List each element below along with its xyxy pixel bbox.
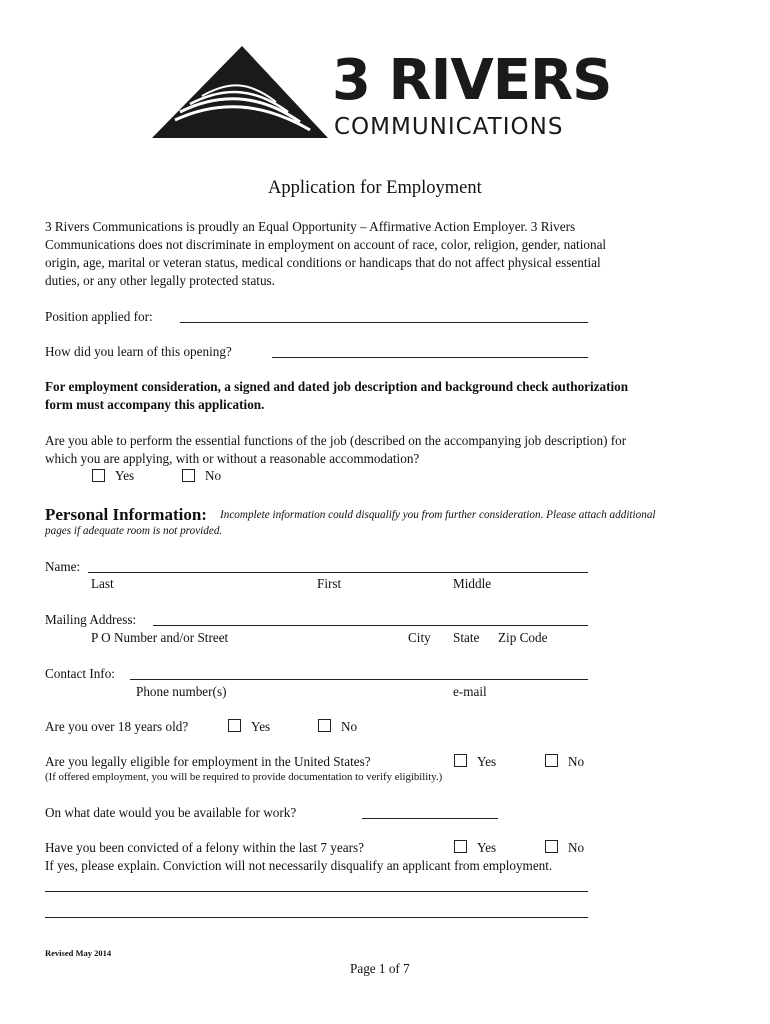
essential-question-line-2: which you are applying, with or without a reasonable accommodation? (45, 451, 420, 466)
page-number: Page 1 of 7 (350, 961, 410, 976)
essential-yes-checkbox[interactable] (92, 469, 105, 482)
essential-yes-label: Yes (115, 468, 135, 483)
revised-date: Revised May 2014 (45, 948, 112, 958)
felony-explain-line-2[interactable] (45, 917, 588, 918)
felony-explain-line-1[interactable] (45, 891, 588, 892)
learn-input-line[interactable] (272, 357, 588, 358)
essential-no-checkbox[interactable] (182, 469, 195, 482)
intro-line-1: 3 Rivers Communications is proudly an Equal Opportunity – Affirmative Action Employer. 3 Rivers (45, 219, 576, 234)
intro-line-4: duties, or any other legally protected status. (45, 273, 275, 288)
notice-line-1: For employment consideration, a signed and dated job description and background check authorization (45, 379, 629, 394)
personal-info-heading: Personal Information: (45, 505, 207, 524)
rivers-mountain-icon (150, 42, 330, 142)
mailing-state-caption: State (453, 630, 480, 645)
felony-question: Have you been convicted of a felony within the last 7 years? (45, 840, 364, 855)
essential-no-label: No (205, 468, 222, 483)
name-middle-caption: Middle (453, 576, 492, 591)
felony-no-label: No (568, 840, 585, 855)
personal-info-note-1: Incomplete information could disqualify you from further consideration. Please attach additional (220, 509, 656, 521)
age-no-checkbox[interactable] (318, 719, 331, 732)
eligible-note: (If offered employment, you will be required to provide documentation to verify eligibility.) (45, 771, 443, 783)
name-first-caption: First (317, 576, 342, 591)
contact-phone-caption: Phone number(s) (136, 684, 227, 699)
eligible-yes-label: Yes (477, 754, 497, 769)
name-last-caption: Last (91, 576, 114, 591)
contact-input-line[interactable] (130, 679, 588, 680)
page-title: Application for Employment (268, 178, 482, 198)
felony-no-checkbox[interactable] (545, 840, 558, 853)
available-date-question: On what date would you be available for work? (45, 805, 297, 820)
position-label: Position applied for: (45, 309, 153, 324)
felony-yes-checkbox[interactable] (454, 840, 467, 853)
felony-yes-label: Yes (477, 840, 497, 855)
eligible-yes-checkbox[interactable] (454, 754, 467, 767)
felony-explain-prompt: If yes, please explain. Conviction will not necessarily disqualify an applicant from employment. (45, 858, 553, 873)
company-logo (150, 42, 620, 142)
mailing-label: Mailing Address: (45, 612, 137, 627)
position-input-line[interactable] (180, 322, 588, 323)
age-yes-label: Yes (251, 719, 271, 734)
contact-label: Contact Info: (45, 666, 115, 681)
contact-email-caption: e-mail (453, 684, 487, 699)
age-yes-checkbox[interactable] (228, 719, 241, 732)
eligible-no-label: No (568, 754, 585, 769)
intro-line-3: origin, age, marital or veteran status, medical conditions or handicaps that do not affect physical essential (45, 255, 601, 270)
eligible-no-checkbox[interactable] (545, 754, 558, 767)
intro-line-2: Communications does not discriminate in employment on account of race, color, religion, gender, national (45, 237, 607, 252)
mailing-city-caption: City (408, 630, 431, 645)
name-input-line[interactable] (88, 572, 588, 573)
name-label: Name: (45, 559, 81, 574)
mailing-zip-caption: Zip Code (498, 630, 548, 645)
personal-info-note-2: pages if adequate room is not provided. (45, 525, 223, 537)
notice-line-2: form must accompany this application. (45, 397, 265, 412)
eligible-question: Are you legally eligible for employment in the United States? (45, 754, 371, 769)
logo-sub-text: COMMUNICATIONS (334, 114, 564, 140)
age-no-label: No (341, 719, 358, 734)
mailing-input-line[interactable] (153, 625, 588, 626)
logo-brand-text: 3 RIVERS (332, 48, 612, 113)
available-date-input-line[interactable] (362, 818, 498, 819)
age-question: Are you over 18 years old? (45, 719, 189, 734)
essential-question-line-1: Are you able to perform the essential functions of the job (described on the accompanying job description) for (45, 433, 627, 448)
learn-label: How did you learn of this opening? (45, 344, 232, 359)
mailing-street-caption: P O Number and/or Street (91, 630, 229, 645)
